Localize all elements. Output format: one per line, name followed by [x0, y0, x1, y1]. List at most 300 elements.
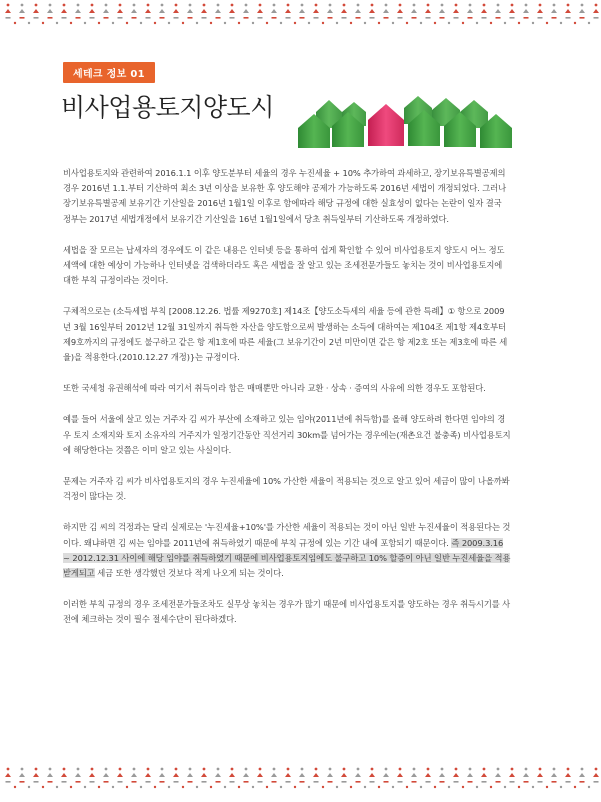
border-dot — [581, 768, 584, 771]
border-dot — [511, 768, 514, 771]
border-triangle — [145, 773, 151, 777]
border-dash — [566, 17, 571, 19]
border-dot — [301, 768, 304, 771]
paragraph-2: 세법을 잘 모르는 납세자의 경우에도 이 같은 내용은 인터넷 등을 통하여 쉽게 확인할 수 있어 비사업용토지 양도시 어느 정도 세액에 대한 예상이 가능하나 인터넷을 검색하더라도 혹은 세법을 잘 알고 있는 조세전문가들도 놓치는 것이 비사업용토지에 대한 부칙 규정이라는 것이다. — [63, 244, 505, 286]
border-triangle — [75, 773, 81, 777]
border-dot — [483, 4, 486, 7]
border-dot — [560, 22, 562, 24]
border-dot — [462, 22, 464, 24]
border-dash — [188, 17, 193, 19]
border-dash — [216, 781, 221, 783]
border-triangle — [481, 9, 487, 13]
border-dash — [342, 781, 347, 783]
border-dot — [322, 786, 324, 788]
border-dot — [581, 4, 584, 7]
border-dot — [371, 4, 374, 7]
border-dot — [385, 768, 388, 771]
border-triangle — [397, 9, 403, 13]
paragraph-3: 구체적으로는 (소득세법 부칙 [2008.12.26. 법률 제9270호] 제14조【양도소득세의 세율 등에 관한 특례】① 항으로 2009년 3월 16일부터 2012년 12월 31일까지 취득한 자산을 양도함으로써 발생하는 소득에 대하여는 제104조 제1항 제4호부터 제9호까지의 규정에도 불구하고 같은 항 제1호에 따른 세율(그 보유기간이 2년 미만이면 같은 항 제2호 또는 제3호에 따른 세율)을 적용한다.(2010.12.27 개정)}는 규정이다. — [63, 306, 508, 363]
border-triangle — [439, 9, 445, 13]
border-dot — [420, 22, 422, 24]
border-dot — [504, 786, 506, 788]
border-triangle — [327, 773, 333, 777]
border-dash — [384, 17, 389, 19]
paragraph-8: 이러한 부칙 규정의 경우 조세전문가들조차도 실무상 놓치는 경우가 많기 때문에 비사업용토지를 양도하는 경우 취득시기를 사전에 체크하는 것이 필수 절세수단이 된다하겠다. — [63, 599, 511, 625]
border-dash — [482, 17, 487, 19]
border-dot — [119, 4, 122, 7]
border-dot — [259, 768, 262, 771]
border-triangle — [117, 9, 123, 13]
border-dot — [273, 4, 276, 7]
border-dash — [76, 781, 81, 783]
border-dash — [314, 17, 319, 19]
border-dot — [245, 4, 248, 7]
border-dot — [70, 22, 72, 24]
border-triangle — [551, 9, 557, 13]
border-dot — [567, 768, 570, 771]
border-dot — [98, 22, 100, 24]
border-dot — [322, 22, 324, 24]
border-dash — [426, 17, 431, 19]
border-triangle — [257, 9, 263, 13]
border-dot — [231, 4, 234, 7]
border-dot — [7, 768, 10, 771]
border-triangle — [397, 773, 403, 777]
border-dash — [440, 17, 445, 19]
border-dot — [280, 22, 282, 24]
border-dot — [175, 4, 178, 7]
border-dot — [588, 22, 590, 24]
border-dot — [385, 4, 388, 7]
border-dot — [77, 768, 80, 771]
border-triangle — [47, 773, 53, 777]
border-dot — [126, 22, 128, 24]
paragraph-1: 비사업용토지와 관련하여 2016.1.1 이후 양도분부터 세율의 경우 누진세율 + 10% 추가하여 과세하고, 장기보유특별공제의 경우 2016년 1.1.부터 기산하여 최소 3년 이상을 보유한 후 양도해야 공제가 가능하도록 2016년 세법이 개정되었다. 그러나 장기보유특별공제 보유기간 기산일을 2016년 1월1일 이후로 함에따라 해당 규정에 대한 실효성이 없다는 논란이 일자 결국 정부는 2017년 세법개정에서 보유기간 기산일을 16년 1월1일에서 당초 취득일부터 기산하도록 개정하였다. — [63, 168, 506, 224]
border-dot — [427, 4, 430, 7]
border-dot — [294, 22, 296, 24]
border-dot — [588, 786, 590, 788]
border-dot — [595, 768, 598, 771]
border-dash — [62, 17, 67, 19]
border-triangle — [215, 773, 221, 777]
border-dot — [224, 786, 226, 788]
border-dot — [245, 768, 248, 771]
border-dash — [6, 17, 11, 19]
border-dot — [441, 4, 444, 7]
border-dot — [413, 768, 416, 771]
border-dot — [574, 22, 576, 24]
border-dash — [118, 17, 123, 19]
border-triangle — [411, 9, 417, 13]
border-dash — [370, 17, 375, 19]
border-dot — [308, 786, 310, 788]
border-dot — [448, 22, 450, 24]
border-dot — [182, 22, 184, 24]
border-triangle — [495, 773, 501, 777]
border-triangle — [159, 9, 165, 13]
border-triangle — [229, 9, 235, 13]
border-dash — [580, 781, 585, 783]
border-triangle — [467, 773, 473, 777]
border-triangle — [327, 9, 333, 13]
border-dash — [230, 781, 235, 783]
border-dash — [398, 781, 403, 783]
border-triangle — [173, 773, 179, 777]
article-body — [63, 166, 511, 644]
border-dash — [90, 17, 95, 19]
border-triangle — [173, 9, 179, 13]
border-triangle — [593, 773, 599, 777]
border-dash — [202, 781, 207, 783]
border-triangle — [453, 773, 459, 777]
border-triangle — [579, 773, 585, 777]
border-dash — [76, 17, 81, 19]
border-dash — [286, 781, 291, 783]
border-dash — [34, 781, 39, 783]
border-dot — [140, 786, 142, 788]
border-dash — [104, 781, 109, 783]
border-dot — [84, 22, 86, 24]
border-dot — [112, 22, 114, 24]
border-dot — [413, 4, 416, 7]
border-dot — [469, 4, 472, 7]
border-triangle — [159, 773, 165, 777]
border-dot — [420, 786, 422, 788]
border-dot — [189, 4, 192, 7]
border-dot — [21, 768, 24, 771]
border-triangle — [257, 773, 263, 777]
border-dash — [454, 781, 459, 783]
border-dash — [328, 17, 333, 19]
border-dot — [56, 22, 58, 24]
border-dot — [175, 768, 178, 771]
border-dash — [160, 781, 165, 783]
border-dash — [48, 781, 53, 783]
border-dot — [490, 786, 492, 788]
border-dot — [497, 768, 500, 771]
border-triangle — [61, 9, 67, 13]
border-dot — [259, 4, 262, 7]
paragraph-4: 또한 국세청 유권해석에 따라 여기서 취득이라 함은 매매뿐만 아니라 교환 · 상속 · 증여의 사유에 의한 경우도 포함된다. — [63, 383, 486, 394]
border-dot — [455, 4, 458, 7]
border-dash — [258, 17, 263, 19]
border-dot — [217, 4, 220, 7]
border-dot — [28, 22, 30, 24]
border-dot — [217, 768, 220, 771]
border-triangle — [523, 773, 529, 777]
border-triangle — [523, 9, 529, 13]
border-triangle — [481, 773, 487, 777]
border-triangle — [201, 773, 207, 777]
border-dot — [371, 768, 374, 771]
border-dot — [476, 786, 478, 788]
border-dot — [154, 22, 156, 24]
border-dash — [370, 781, 375, 783]
border-triangle — [313, 773, 319, 777]
border-dash — [524, 17, 529, 19]
border-triangle — [215, 9, 221, 13]
border-dot — [525, 4, 528, 7]
border-dot — [28, 786, 30, 788]
border-dash — [496, 17, 501, 19]
border-dot — [168, 22, 170, 24]
border-dot — [238, 22, 240, 24]
border-triangle — [453, 9, 459, 13]
border-dot — [490, 22, 492, 24]
border-dot — [133, 4, 136, 7]
border-dash — [104, 17, 109, 19]
border-dash — [160, 17, 165, 19]
border-triangle — [565, 9, 571, 13]
border-dot — [84, 786, 86, 788]
border-dot — [553, 4, 556, 7]
border-triangle — [425, 773, 431, 777]
border-dash — [118, 781, 123, 783]
border-dot — [147, 768, 150, 771]
border-dot — [336, 786, 338, 788]
border-triangle — [425, 9, 431, 13]
border-dot — [350, 22, 352, 24]
border-triangle — [5, 773, 11, 777]
border-triangle — [19, 773, 25, 777]
border-dot — [140, 22, 142, 24]
border-dot — [105, 768, 108, 771]
border-dot — [518, 22, 520, 24]
border-triangle — [383, 773, 389, 777]
border-dot — [406, 22, 408, 24]
border-dot — [448, 786, 450, 788]
border-dash — [552, 781, 557, 783]
border-triangle — [285, 9, 291, 13]
border-dot — [7, 4, 10, 7]
border-dash — [300, 781, 305, 783]
border-dash — [174, 17, 179, 19]
border-dot — [427, 768, 430, 771]
border-triangle — [243, 773, 249, 777]
border-triangle — [439, 773, 445, 777]
border-dot — [455, 768, 458, 771]
paragraph-7-after: 세금 또한 생각했던 것보다 적게 나오게 되는 것이다. — [94, 568, 284, 579]
border-dot — [224, 22, 226, 24]
paragraph-7-before: 하지만 김 씨의 걱정과는 달리 실제로는 '누진세율+10%'를 가산한 세율이 적용되는 것이 아닌 일반 누진세율이 적용된다는 것이다. 왜냐하면 김 씨는 임야를 2011년에 취득하였기 때문에 부칙 규정에 있는 기간 내에 포함되기 때문이다. — [63, 522, 511, 548]
border-dot — [147, 4, 150, 7]
border-dash — [384, 781, 389, 783]
border-dot — [56, 786, 58, 788]
border-triangle — [131, 9, 137, 13]
border-dot — [42, 22, 44, 24]
border-dot — [532, 22, 534, 24]
border-dash — [216, 17, 221, 19]
page-title: 비사업용토지양도시 — [61, 93, 274, 122]
border-dot — [168, 786, 170, 788]
border-triangle — [103, 773, 109, 777]
border-dot — [126, 786, 128, 788]
border-dot — [203, 4, 206, 7]
border-dot — [399, 4, 402, 7]
border-triangle — [19, 9, 25, 13]
bottom-decorative-border — [0, 764, 601, 794]
border-dot — [392, 786, 394, 788]
border-triangle — [383, 9, 389, 13]
border-dot — [280, 786, 282, 788]
border-dot — [329, 4, 332, 7]
border-dash — [62, 781, 67, 783]
border-dash — [300, 17, 305, 19]
border-triangle — [369, 9, 375, 13]
border-dash — [594, 781, 599, 783]
border-dash — [146, 781, 151, 783]
border-dot — [553, 768, 556, 771]
border-triangle — [313, 9, 319, 13]
border-dot — [70, 786, 72, 788]
border-dash — [286, 17, 291, 19]
border-triangle — [187, 9, 193, 13]
border-dot — [35, 4, 38, 7]
border-triangle — [355, 9, 361, 13]
border-dash — [244, 781, 249, 783]
border-dot — [350, 786, 352, 788]
border-triangle — [341, 773, 347, 777]
border-dot — [357, 768, 360, 771]
border-dash — [174, 781, 179, 783]
border-dot — [567, 4, 570, 7]
border-triangle — [47, 9, 53, 13]
border-dot — [294, 786, 296, 788]
border-dot — [560, 786, 562, 788]
border-dash — [230, 17, 235, 19]
border-dash — [314, 781, 319, 783]
border-dot — [392, 22, 394, 24]
border-dash — [454, 17, 459, 19]
border-dot — [595, 4, 598, 7]
border-dot — [203, 768, 206, 771]
border-dot — [189, 768, 192, 771]
border-dot — [287, 768, 290, 771]
border-dot — [210, 786, 212, 788]
border-dot — [315, 4, 318, 7]
border-triangle — [187, 773, 193, 777]
border-dot — [238, 786, 240, 788]
border-dash — [496, 781, 501, 783]
border-triangle — [75, 9, 81, 13]
border-dot — [210, 22, 212, 24]
border-dot — [14, 786, 16, 788]
border-dot — [77, 4, 80, 7]
border-dot — [161, 768, 164, 771]
border-dash — [132, 781, 137, 783]
border-triangle — [33, 773, 39, 777]
houses-illustration — [296, 90, 526, 154]
border-dot — [546, 22, 548, 24]
border-triangle — [243, 9, 249, 13]
border-dash — [468, 17, 473, 19]
border-dash — [132, 17, 137, 19]
border-dot — [196, 22, 198, 24]
border-triangle — [145, 9, 151, 13]
border-dash — [188, 781, 193, 783]
border-triangle — [33, 9, 39, 13]
paragraph-6: 문제는 거주자 김 씨가 비사업용토지의 경우 누진세율에 10% 가산한 세율이 적용되는 것으로 알고 있어 세금이 많이 나올까봐 걱정이 많다는 것. — [63, 476, 510, 502]
border-triangle — [271, 773, 277, 777]
border-dot — [133, 768, 136, 771]
border-dot — [343, 4, 346, 7]
border-dash — [258, 781, 263, 783]
border-triangle — [299, 773, 305, 777]
border-dash — [510, 781, 515, 783]
border-dot — [105, 4, 108, 7]
border-dot — [483, 768, 486, 771]
border-dot — [21, 4, 24, 7]
border-dash — [34, 17, 39, 19]
border-dot — [49, 768, 52, 771]
border-triangle — [355, 773, 361, 777]
border-dash — [272, 17, 277, 19]
border-dash — [468, 781, 473, 783]
border-dash — [6, 781, 11, 783]
border-dash — [398, 17, 403, 19]
border-dot — [35, 768, 38, 771]
border-dot — [504, 22, 506, 24]
border-triangle — [537, 773, 543, 777]
border-dash — [356, 17, 361, 19]
border-triangle — [229, 773, 235, 777]
border-triangle — [61, 773, 67, 777]
border-dot — [343, 768, 346, 771]
border-dash — [538, 17, 543, 19]
section-tag: 세테크 정보 01 — [63, 62, 155, 83]
border-dot — [357, 4, 360, 7]
border-triangle — [89, 9, 95, 13]
border-dot — [329, 768, 332, 771]
border-dot — [406, 786, 408, 788]
border-dot — [98, 786, 100, 788]
border-dot — [154, 786, 156, 788]
border-dash — [566, 781, 571, 783]
border-triangle — [5, 9, 11, 13]
border-triangle — [593, 9, 599, 13]
border-triangle — [89, 773, 95, 777]
border-dot — [336, 22, 338, 24]
border-triangle — [509, 773, 515, 777]
border-triangle — [341, 9, 347, 13]
border-dash — [342, 17, 347, 19]
border-triangle — [201, 9, 207, 13]
top-decorative-border — [0, 0, 601, 30]
border-dot — [308, 22, 310, 24]
border-dash — [482, 781, 487, 783]
border-triangle — [411, 773, 417, 777]
border-dot — [539, 4, 542, 7]
border-dash — [552, 17, 557, 19]
border-dot — [63, 768, 66, 771]
border-dash — [440, 781, 445, 783]
border-dot — [511, 4, 514, 7]
border-triangle — [509, 9, 515, 13]
border-dot — [399, 768, 402, 771]
border-dot — [42, 786, 44, 788]
border-dash — [202, 17, 207, 19]
border-triangle — [467, 9, 473, 13]
paragraph-5: 예를 들어 서울에 살고 있는 거주자 김 씨가 부산에 소재하고 있는 임야(2011년에 취득함)를 올해 양도하려 한다면 임야의 경우 토지 소재지와 토지 소유자의 거주지가 일정기간동안 직선거리 30km를 넘어가는 경우에는(재촌요건 불충족) 비사업용토지에 해당한다는 것쯤은 이미 알고 있는 사실이다. — [63, 414, 511, 455]
border-dot — [231, 768, 234, 771]
border-dot — [14, 22, 16, 24]
border-dash — [538, 781, 543, 783]
border-dash — [524, 781, 529, 783]
border-dot — [525, 768, 528, 771]
border-dash — [244, 17, 249, 19]
border-dot — [49, 4, 52, 7]
border-dot — [476, 22, 478, 24]
